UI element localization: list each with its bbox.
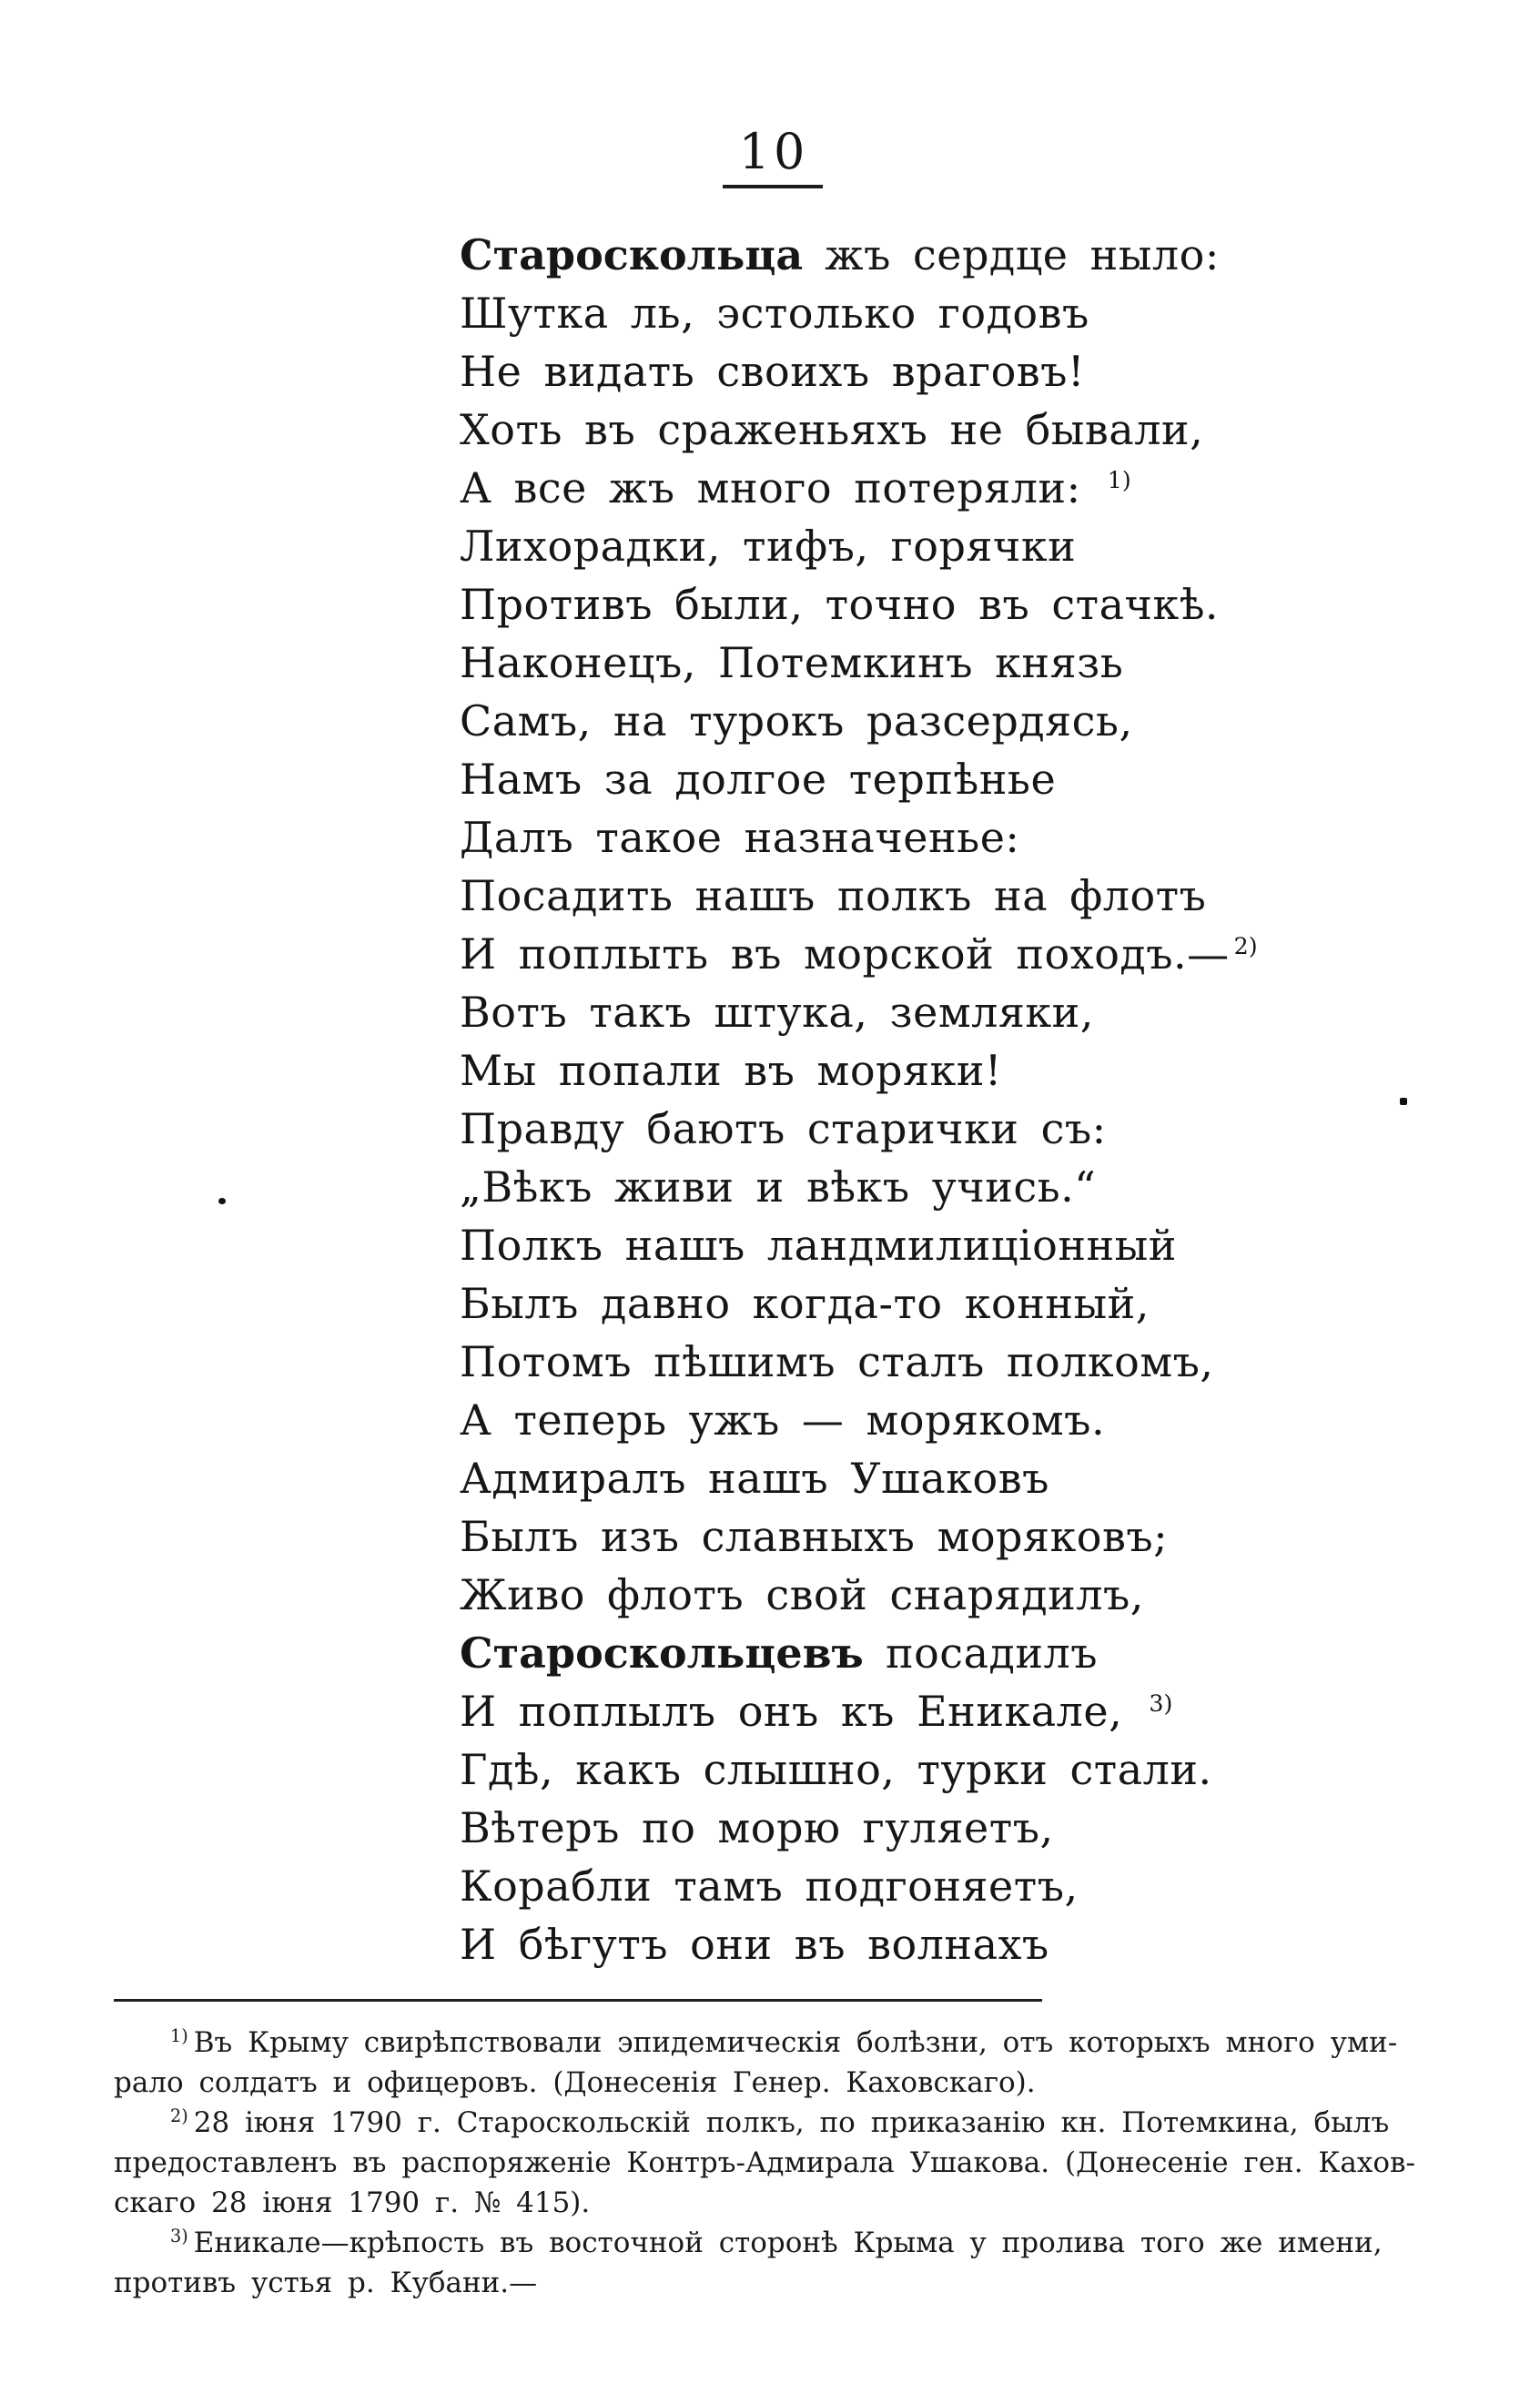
poem-line [460,1100,1415,1158]
footnote-line [114,2183,1443,2223]
poem-line [460,1915,1415,1973]
poem-line-text: Былъ давно когда-то конный, [460,1279,1150,1328]
poem-line [460,1740,1415,1799]
footnote-number-marker: 1) [170,2024,188,2046]
poem-line [460,1333,1415,1391]
footnote-line-text: скаго 28 іюня 1790 г. № 415). [114,2186,591,2219]
poem-line [460,342,1415,401]
poem-line-text: посадилъ [863,1628,1098,1678]
footnote-number-marker: 2) [170,2105,188,2126]
poem-line-text: Хоть въ сраженьяхъ не бывали, [460,405,1204,454]
poem-line [460,517,1415,575]
poem-line [460,401,1415,459]
poem-line [460,1041,1415,1100]
poem-line [460,1682,1415,1740]
poem-text-block [460,226,1415,1973]
poem-line-bold-word: Староскольца [460,230,804,279]
scan-speck [218,1198,226,1204]
footnote-line [114,2223,1443,2263]
footnote-line-text: предоставленъ въ распоряженіе Контръ-Адмирала Ушакова. (Донесеніе ген. Кахов- [114,2146,1415,2179]
poem-line [460,1566,1415,1624]
footnote-line-text: Въ Крыму свирѣпствовали эпидемическія болѣзни, отъ которыхъ много уми- [193,2026,1398,2059]
poem-line [460,1274,1415,1333]
poem-line-text: Вѣтеръ по морю гуляетъ, [460,1803,1054,1852]
poem-line-text: Намъ за долгое терпѣнье [460,755,1057,804]
poem-line-text: Гдѣ, какъ слышно, турки стали. [460,1745,1212,1794]
poem-line [460,1449,1415,1507]
poem-line [460,1391,1415,1449]
poem-line [460,1857,1415,1915]
poem-line-text: Правду баютъ старички съ: [460,1104,1107,1153]
poem-line-text: Посадить нашъ полкъ на флотъ [460,871,1207,920]
footnote-line-text: 28 іюня 1790 г. Староскольскій полкъ, по приказанію кн. Потемкина, былъ [193,2106,1390,2139]
footnote-line-text: рало солдатъ и офицеровъ. (Донесенія Генер. Каховскаго). [114,2066,1036,2099]
poem-line-text: Далъ такое назначенье: [460,813,1020,862]
poem-line [460,575,1415,634]
poem-line [460,867,1415,925]
footnote-line-text: Еникале—крѣпость въ восточной сторонѣ Крыма у пролива того же имени, [193,2227,1383,2259]
footnotes-block [114,2023,1443,2303]
poem-line [460,1507,1415,1566]
poem-line-text: Потомъ пѣшимъ сталъ полкомъ, [460,1337,1214,1386]
poem-line-text: Противъ были, точно въ стачкѣ. [460,580,1220,629]
poem-line-text: А теперь ужъ — морякомъ. [460,1395,1106,1445]
footnote-line [114,2023,1443,2063]
poem-line [460,1158,1415,1216]
page-number: 10 [738,123,809,180]
poem-line-text: А все жъ много потеряли: [460,463,1103,512]
footnote-separator-rule [114,1999,1042,2002]
poem-line-text: Не видать своихъ враговъ! [460,347,1085,396]
poem-line-text: Корабли тамъ подгоняетъ, [460,1861,1079,1911]
poem-line [460,692,1415,750]
poem-line-text: Самъ, на турокъ разсердясь, [460,696,1133,746]
poem-line-text: Полкъ нашъ ландмилиціонный [460,1221,1177,1270]
poem-line-text: Адмиралъ нашъ Ушаковъ [460,1454,1049,1503]
page-number-underline [723,185,823,188]
footnote-line [114,2063,1443,2103]
poem-line [460,284,1415,342]
poem-line [460,226,1415,284]
footnote-reference-marker: 1) [1107,466,1131,493]
poem-line-text: Наконецъ, Потемкинъ князь [460,638,1124,687]
poem-line [460,1799,1415,1857]
poem-line [460,1216,1415,1274]
poem-line-text: Вотъ такъ штука, земляки, [460,988,1094,1037]
footnote-number-marker: 3) [170,2225,188,2247]
poem-line [460,750,1415,808]
poem-line-text: Шутка ль, эстолько годовъ [460,289,1089,338]
poem-line [460,634,1415,692]
footnote-line [114,2103,1443,2143]
poem-line-text: Лихорадки, тифъ, горячки [460,522,1077,571]
footnote-reference-marker: 3) [1149,1689,1173,1717]
poem-line [460,1624,1415,1682]
poem-line-text: жъ сердце ныло: [803,230,1220,279]
poem-line-text: Мы попали въ моряки! [460,1046,1002,1095]
poem-line-text: И бѣгутъ они въ волнахъ [460,1920,1049,1969]
footnote-reference-marker: 2) [1233,932,1258,959]
poem-line-text: И поплылъ онъ къ Еникале, [460,1687,1145,1736]
footnote-line [114,2143,1443,2183]
poem-line-text: „Вѣкъ живи и вѣкъ учись.“ [460,1162,1097,1212]
poem-line [460,925,1415,983]
poem-line-text: Живо флотъ свой снарядилъ, [460,1570,1144,1619]
scan-speck [1400,1098,1407,1105]
poem-line [460,983,1415,1041]
poem-line-bold-word: Староскольцевъ [460,1628,864,1678]
poem-line-text: Былъ изъ славныхъ моряковъ; [460,1512,1169,1561]
poem-line [460,808,1415,867]
footnote-line [114,2263,1443,2303]
footnote-line-text: противъ устья р. Кубани.— [114,2267,538,2299]
poem-line-text: И поплыть въ морской походъ.— [460,929,1230,979]
poem-line [460,459,1415,517]
